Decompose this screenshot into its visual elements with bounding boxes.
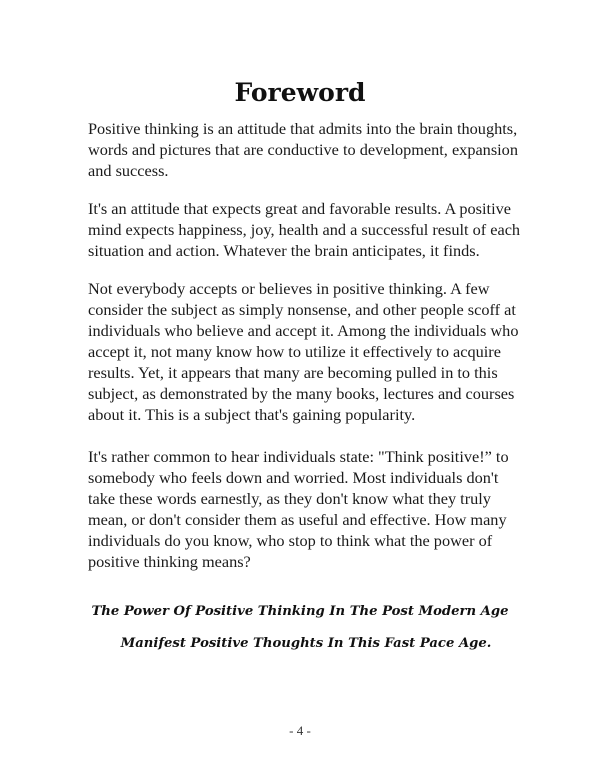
book-subtitle-1: The Power Of Positive Thinking In The Post Modern Age (91, 604, 509, 619)
book-subtitle-2: Manifest Positive Thoughts In This Fast Pace Age. (120, 636, 492, 651)
paragraph-4: It's rather common to hear individuals state: "Think positive!” to somebody who feels down and worried. Most individuals don't take these words earnestly, as they don't know what they truly mean, or don't consider them as useful and effective. How many individuals do you know, who stop to think what the power of positive thinking means? (88, 447, 509, 571)
paragraph-1: Positive thinking is an attitude that admits into the brain thoughts, words and pictures that are conductive to development, expansion and success. (88, 119, 518, 180)
page-title: Foreword (234, 78, 366, 107)
page-number: - 4 - (289, 723, 311, 738)
paragraph-2: It's an attitude that expects great and favorable results. A positive mind expects happiness, joy, health and a successful result of each situation and action. Whatever the brain anticipates, it finds. (88, 199, 521, 260)
paragraph-3: Not everybody accepts or believes in positive thinking. A few consider the subject as simply nonsense, and other people scoff at individuals who believe and accept it. Among the individuals who accept it, not many know how to utilize it effectively to acquire results. Yet, it appears that many are becoming pulled in to this subject, as demonstrated by the many books, lectures and courses about it. This is a subject that's gaining popularity. (88, 279, 519, 424)
